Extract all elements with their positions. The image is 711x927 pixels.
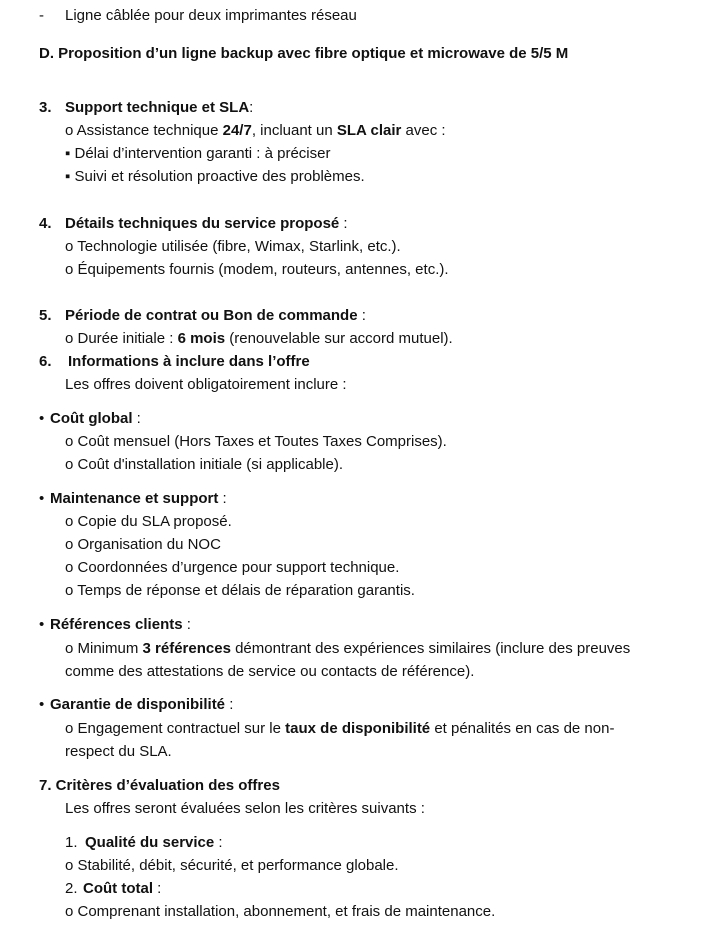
list-item-continuation: comme des attestations de service ou contacts de référence). [65,663,475,680]
heading-text: Informations à inclure dans l’offre [68,353,310,370]
bullet-cout-global [39,410,141,428]
list-item-continuation: respect du SLA. [65,743,172,760]
bullet-marker: • [39,410,45,427]
list-item-text: Ligne câblée pour deux imprimantes réseau [65,7,357,24]
list-item-monthly-cost: o Coût mensuel (Hors Taxes et Toutes Taxes Comprises). [65,433,447,450]
bullet-text: Maintenance et support : [50,490,227,507]
bullet-maintenance-support [39,490,227,508]
section-6-heading [39,353,310,371]
bullet-marker: • [39,616,45,633]
list-item-network-printers [39,7,357,25]
list-item-equipment: o Équipements fournis (modem, routeurs, antennes, etc.). [65,261,449,278]
list-item-min-references: o Minimum 3 références démontrant des expériences similaires (inclure des preuves [65,640,631,657]
bullet-text: Références clients : [50,616,191,633]
list-item-proactive-followup: ▪ Suivi et résolution proactive des problèmes. [65,168,365,185]
section-number: 5. [39,307,52,324]
list-item-emergency-contacts: o Coordonnées d’urgence pour support technique. [65,559,400,576]
list-item-contract-commitment: o Engagement contractuel sur le taux de disponibilité et pénalités en cas de non- [65,720,615,737]
section-7-heading: 7. Critères d’évaluation des offres [39,777,280,794]
list-item-intervention-delay: ▪ Délai d’intervention garanti : à préciser [65,145,331,162]
section-4-heading [39,215,348,233]
heading-text: Détails techniques du service proposé : [65,215,348,232]
bullet-marker: • [39,490,45,507]
bullet-text: Garantie de disponibilité : [50,696,234,713]
criterion-number: 2. [65,880,78,897]
list-item-sla-copy: o Copie du SLA proposé. [65,513,232,530]
heading-text: Support technique et SLA: [65,99,254,116]
criterion-text: Coût total : [83,880,162,897]
section-6-intro: Les offres doivent obligatoirement inclure : [65,376,347,393]
list-item-installation-cost: o Coût d'installation initiale (si applicable). [65,456,344,473]
bullet-references [39,616,191,634]
list-item-total-cost: o Comprenant installation, abonnement, et frais de maintenance. [65,903,496,920]
list-item-technology: o Technologie utilisée (fibre, Wimax, Starlink, etc.). [65,238,401,255]
list-item-duration: o Durée initiale : 6 mois (renouvelable sur accord mutuel). [65,330,453,347]
bullet-availability [39,696,234,714]
list-item-response-time: o Temps de réponse et délais de réparation garantis. [65,582,415,599]
section-d-heading: D. Proposition d’un ligne backup avec fibre optique et microwave de 5/5 M [39,45,569,62]
criterion-1-heading [65,834,223,852]
bullet-marker: • [39,696,45,713]
section-number: 4. [39,215,52,232]
dash-marker: - [39,7,44,24]
section-3-heading [39,99,254,117]
section-number: 6. [39,353,52,370]
list-item-quality: o Stabilité, débit, sécurité, et performance globale. [65,857,399,874]
criterion-2-heading [65,880,162,898]
criterion-text: Qualité du service : [85,834,223,851]
section-number: 3. [39,99,52,116]
heading-text: Période de contrat ou Bon de commande : [65,307,366,324]
criterion-number: 1. [65,834,78,851]
bullet-text: Coût global : [50,410,141,427]
section-5-heading [39,307,366,325]
list-item-assistance: o Assistance technique 24/7, incluant un SLA clair avec : [65,122,446,139]
list-item-noc: o Organisation du NOC [65,536,221,553]
section-7-intro: Les offres seront évaluées selon les critères suivants : [65,800,425,817]
